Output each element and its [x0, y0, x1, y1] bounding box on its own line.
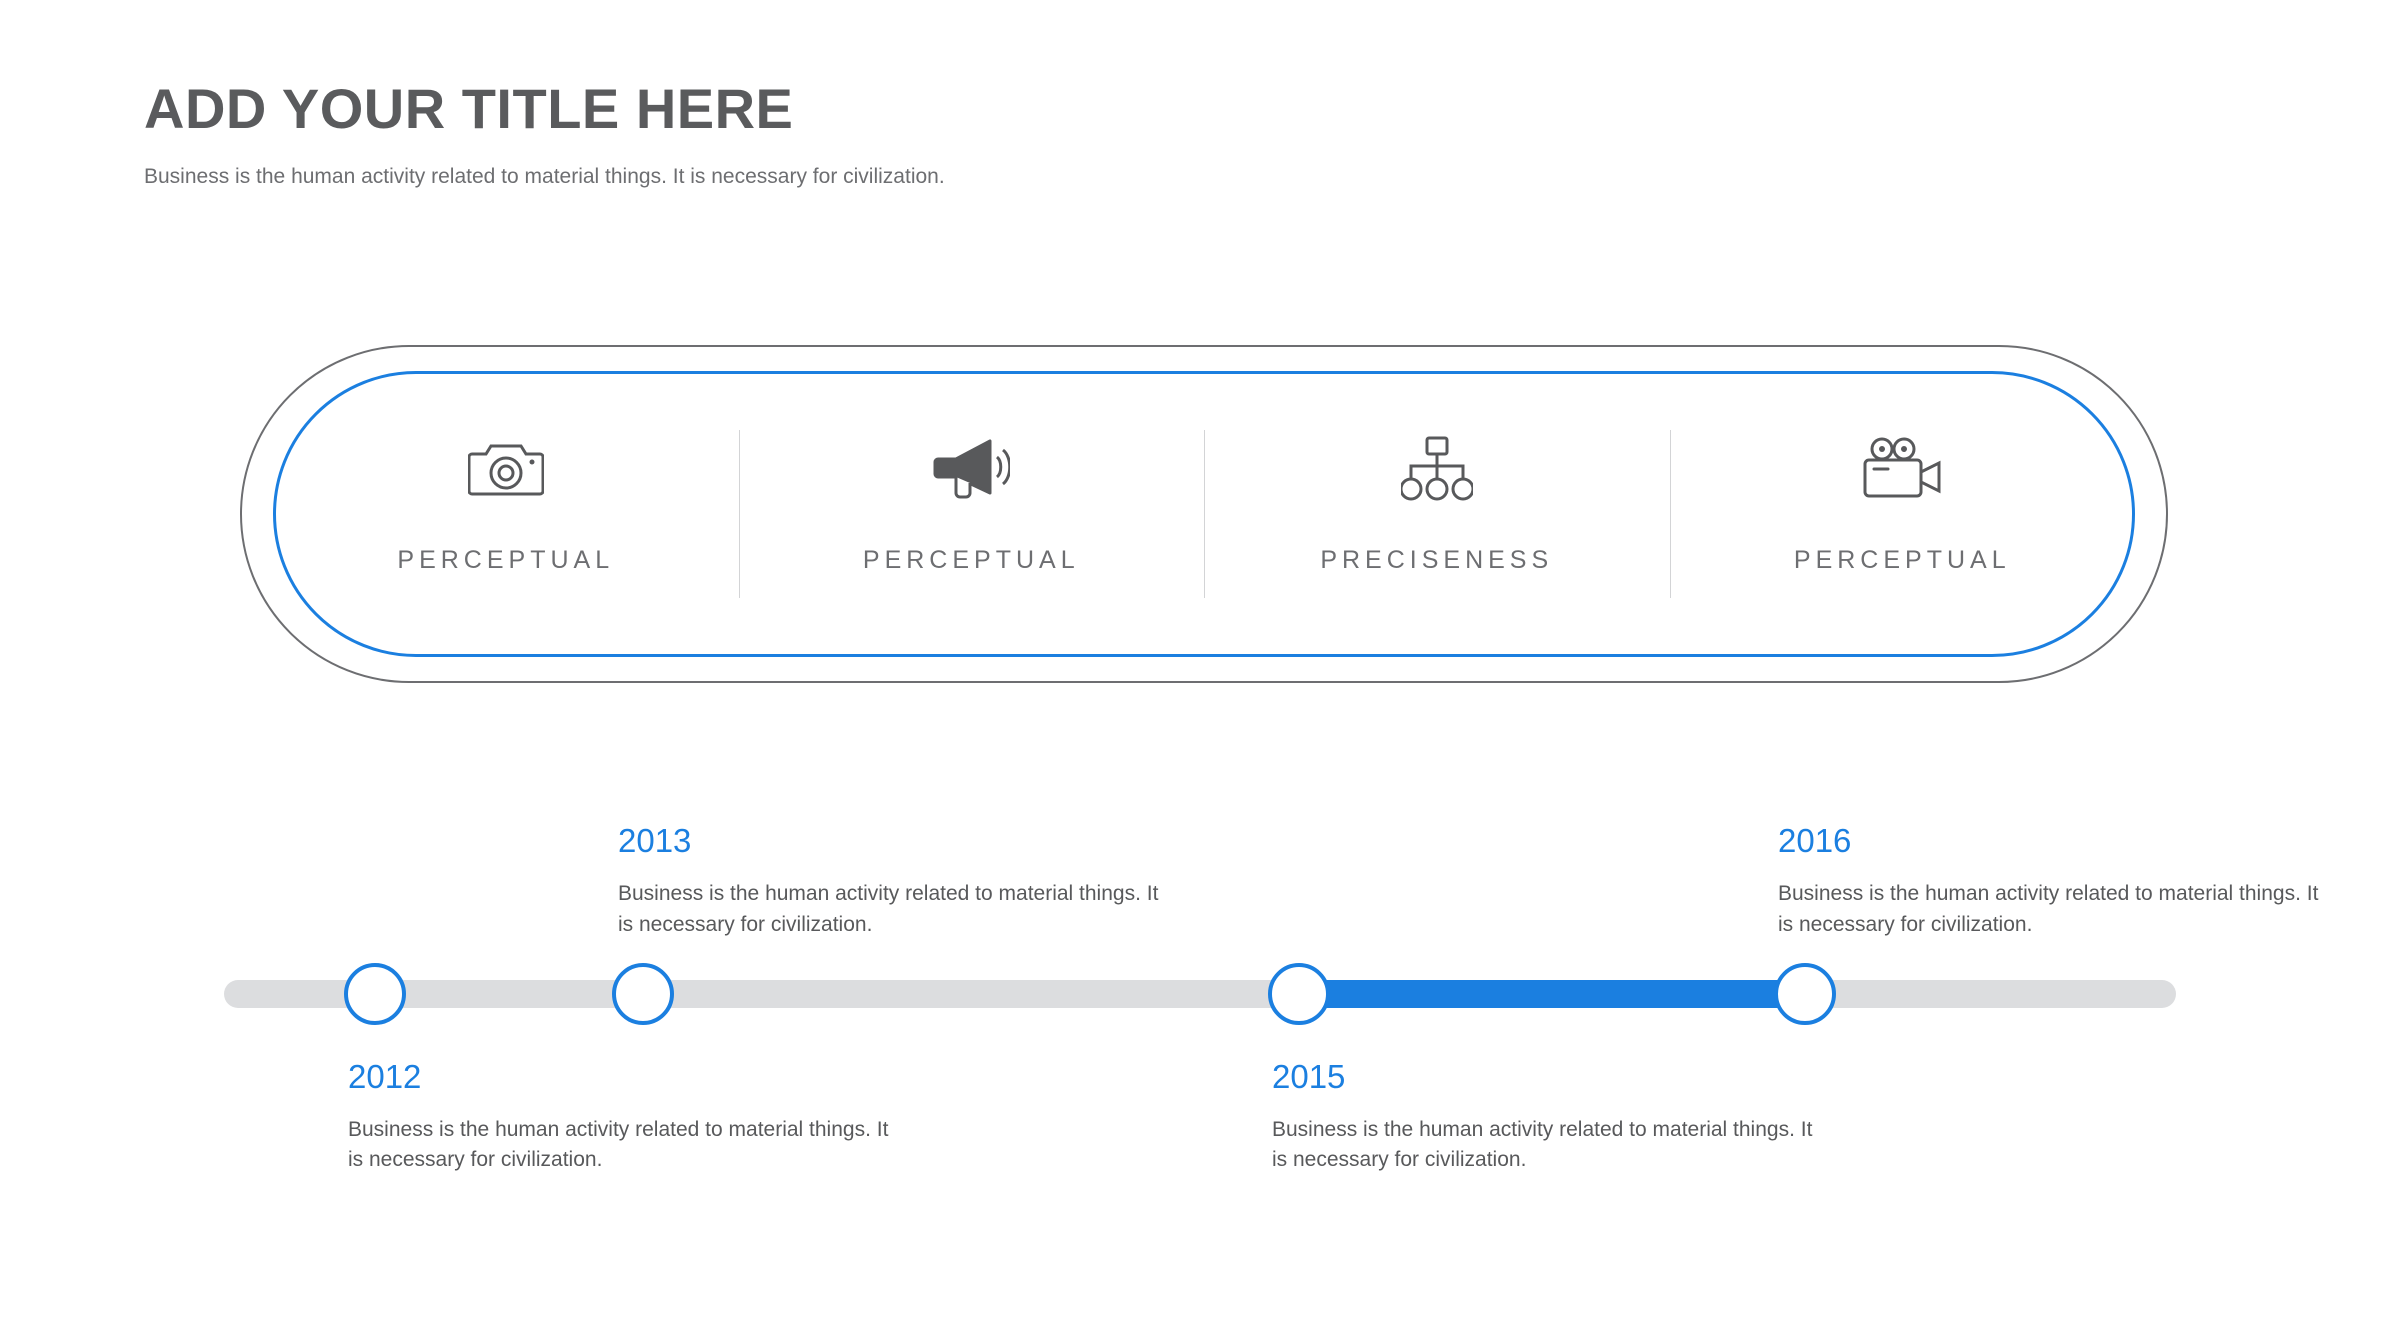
capsule-item-label: PERCEPTUAL	[862, 546, 1080, 574]
page-title: ADD YOUR TITLE HERE	[144, 77, 794, 140]
timeline	[0, 760, 2400, 1240]
capsule-item-list	[273, 371, 2135, 657]
timeline-track[interactable]	[224, 980, 2176, 1008]
timeline-node-2015[interactable]	[1268, 963, 1330, 1025]
timeline-node-2016[interactable]	[1774, 963, 1836, 1025]
timeline-entry-2016	[1778, 824, 2338, 940]
timeline-entry-2012	[348, 1060, 908, 1176]
capsule-item-label: PERCEPTUAL	[397, 546, 615, 574]
timeline-year: 2015	[1272, 1058, 1346, 1095]
timeline-year: 2013	[618, 822, 692, 860]
timeline-node-2012[interactable]	[344, 963, 406, 1025]
capsule-item-label: PRECISENESS	[1320, 546, 1554, 574]
header	[144, 78, 1744, 191]
timeline-entry-2015	[1272, 1060, 1832, 1176]
camera-icon	[468, 430, 544, 508]
megaphone-icon	[932, 430, 1010, 508]
capsule-item-label: PERCEPTUAL	[1793, 546, 2011, 574]
timeline-description: Business is the human activity related to material things. It is necessary for civilization.	[348, 1118, 889, 1172]
timeline-entry-2013	[618, 824, 1178, 940]
timeline-description: Business is the human activity related to material things. It is necessary for civilization.	[1272, 1118, 1813, 1172]
capsule-item-video-camera[interactable]	[1670, 430, 2136, 598]
capsule-panel	[240, 345, 2170, 685]
page-subtitle: Business is the human activity related to material things. It is necessary for civilization.	[144, 164, 945, 188]
video-camera-icon	[1860, 430, 1944, 508]
timeline-description: Business is the human activity related to material things. It is necessary for civilization.	[1778, 882, 2319, 936]
capsule-item-megaphone[interactable]	[739, 430, 1205, 598]
capsule-item-org-chart[interactable]	[1204, 430, 1670, 598]
timeline-description: Business is the human activity related to material things. It is necessary for civilization.	[618, 882, 1159, 936]
org-chart-icon	[1401, 430, 1473, 508]
timeline-node-2013[interactable]	[612, 963, 674, 1025]
timeline-year: 2016	[1778, 822, 1852, 860]
timeline-year: 2012	[348, 1058, 422, 1095]
timeline-track-progress	[1296, 980, 1816, 1008]
capsule-item-camera[interactable]	[273, 430, 739, 598]
